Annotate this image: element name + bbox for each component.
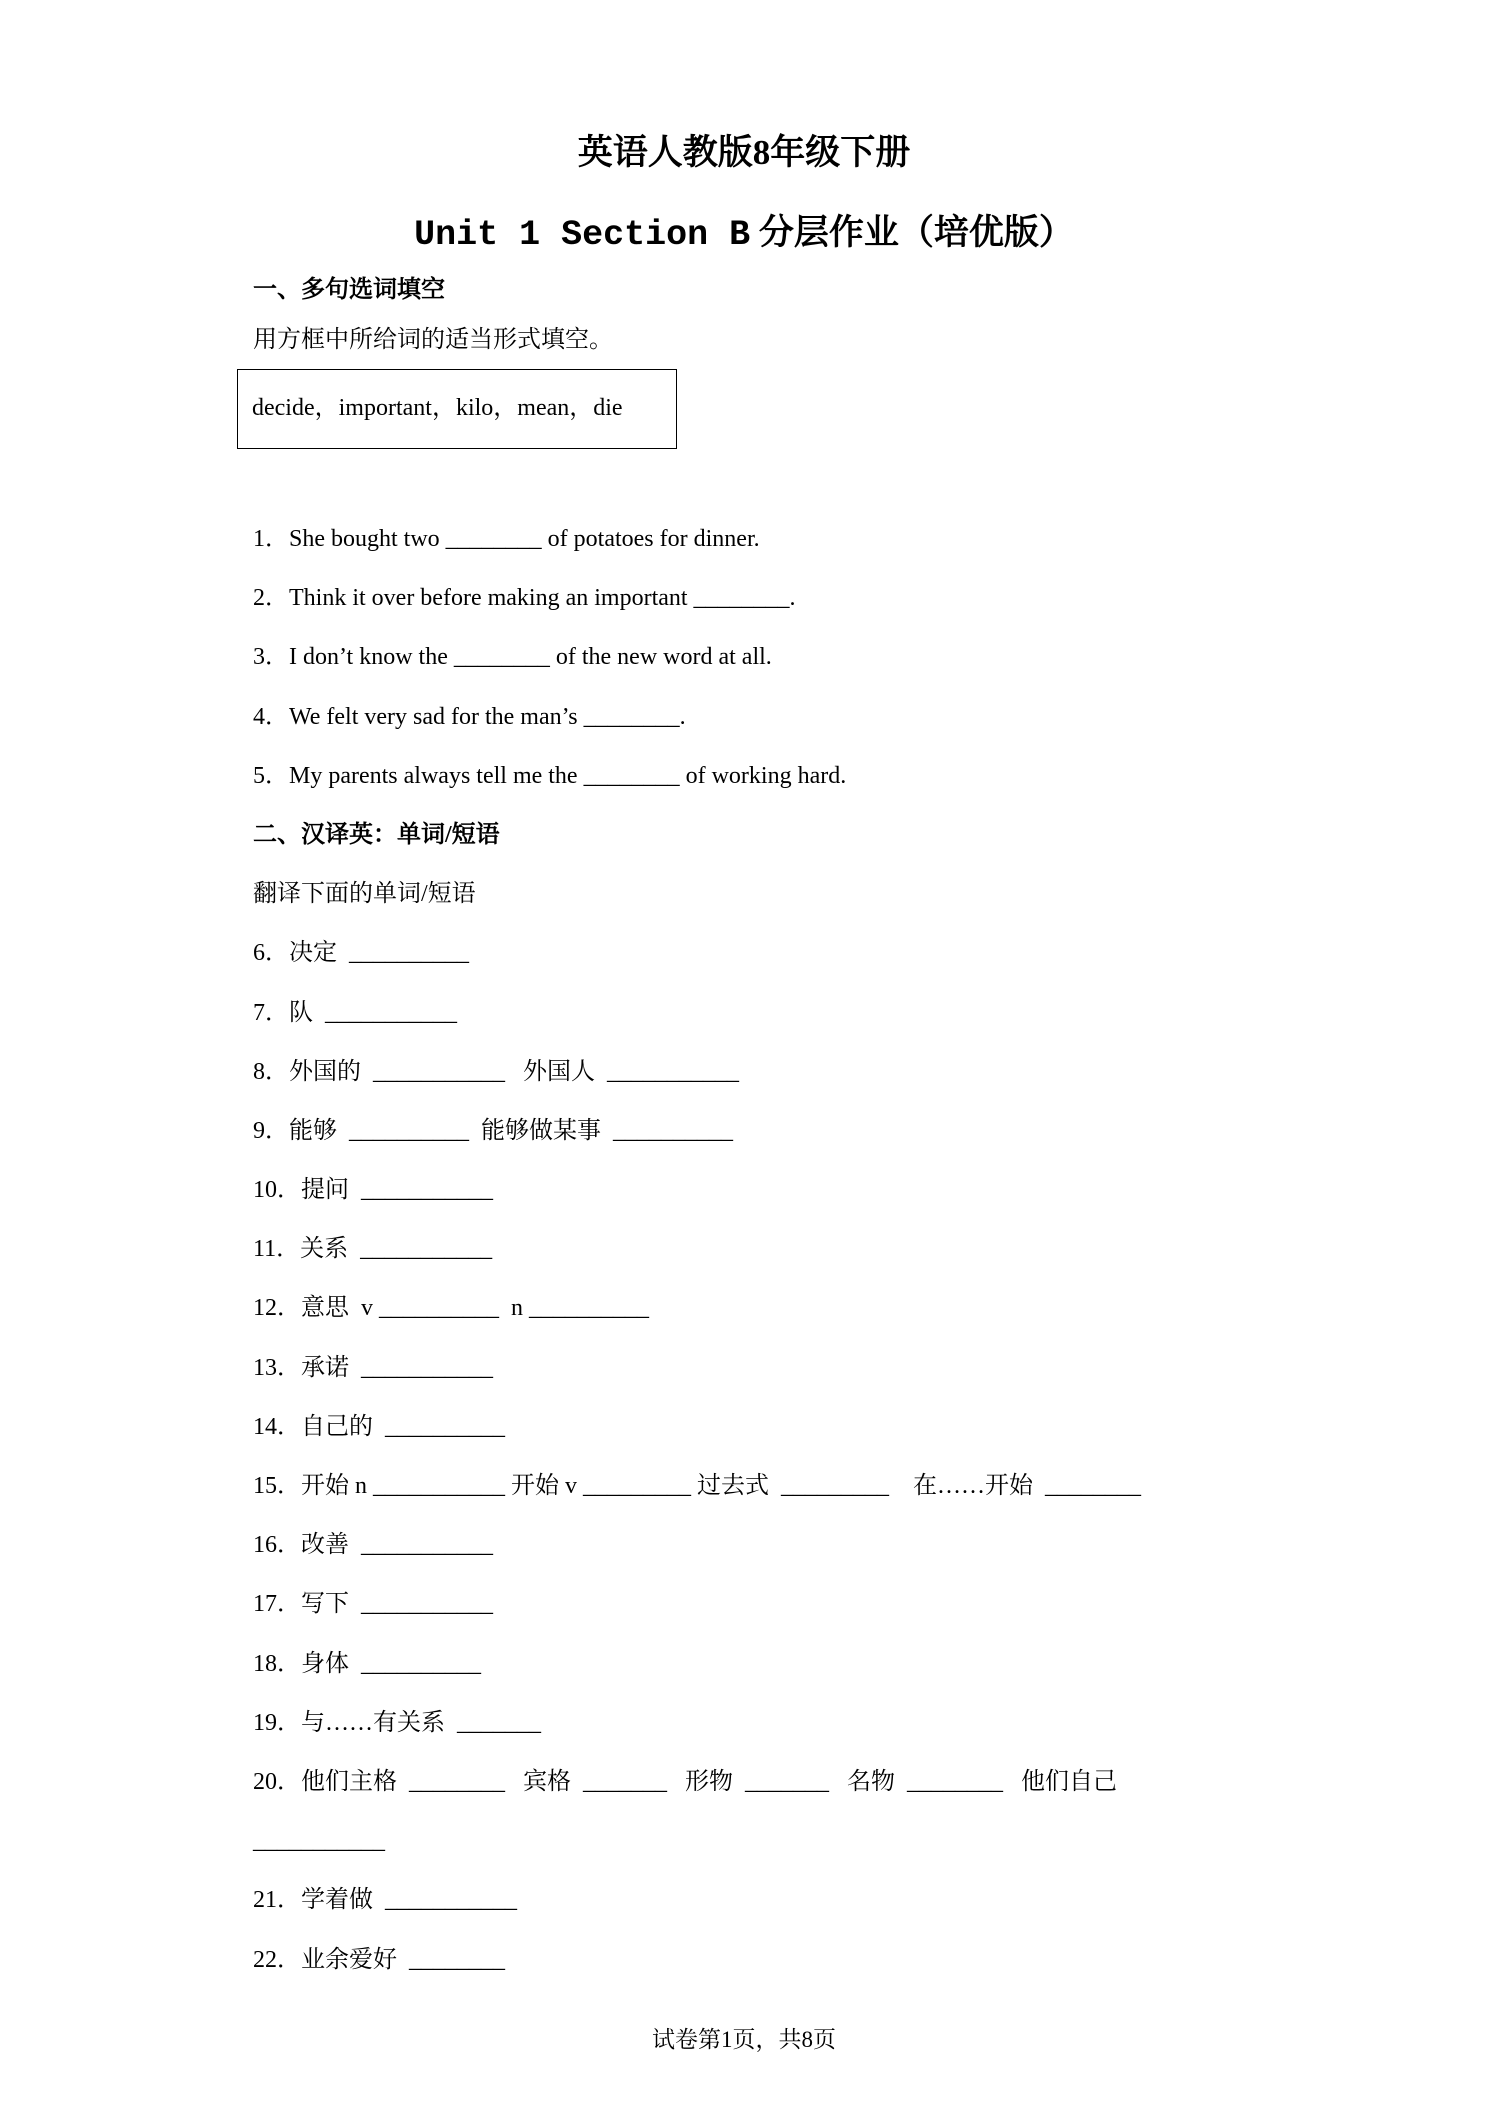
question-19: 19．与……有关系 _______ — [253, 1709, 541, 1736]
word-bank-box: decide，important，kilo，mean，die — [237, 369, 677, 449]
question-7: 7．队 ___________ — [253, 999, 457, 1026]
section-1-heading: 一、多句选词填空 — [253, 277, 445, 303]
question-2: 2．Think it over before making an important ________. — [253, 585, 796, 612]
question-22: 22．业余爱好 ________ — [253, 1946, 505, 1973]
question-16: 16．改善 ___________ — [253, 1532, 493, 1559]
question-13: 13．承诺 ___________ — [253, 1354, 493, 1381]
question-17: 17．写下 ___________ — [253, 1591, 493, 1618]
question-4: 4．We felt very sad for the man’s ________. — [253, 703, 686, 730]
subtitle-unit: Unit 1 Section B — [414, 215, 751, 255]
section-2-heading: 二、汉译英：单词/短语 — [253, 821, 500, 848]
question-12: 12．意思 v __________ n __________ — [253, 1295, 649, 1322]
question-14: 14．自己的 __________ — [253, 1413, 505, 1440]
question-9: 9．能够 __________ 能够做某事 __________ — [253, 1117, 733, 1144]
question-20-continued: ___________ — [253, 1828, 385, 1855]
question-11: 11．关系 ___________ — [253, 1236, 493, 1263]
page-subtitle — [0, 208, 1488, 258]
subtitle-type: 分层作业（培优版） — [750, 213, 1074, 252]
question-21: 21．学着做 ___________ — [253, 1887, 517, 1914]
question-1: 1．She bought two ________ of potatoes for dinner. — [253, 526, 760, 552]
question-8: 8．外国的 ___________ 外国人 ___________ — [253, 1058, 739, 1085]
page-footer: 试卷第1页，共8页 — [652, 2027, 836, 2052]
question-20: 20．他们主格 ________ 宾格 _______ 形物 _______ 名物 ________ 他们自己 — [253, 1768, 1117, 1795]
question-18: 18．身体 __________ — [253, 1650, 481, 1677]
section-2-instruction: 翻译下面的单词/短语 — [253, 881, 476, 908]
question-6: 6．决定 __________ — [253, 940, 469, 967]
question-3: 3．I don’t know the ________ of the new word at all. — [253, 644, 772, 671]
question-15: 15．开始 n ___________ 开始 v _________ 过去式 _________ 在……开始 ________ — [253, 1473, 1141, 1499]
page-title: 英语人教版8年级下册 — [577, 133, 911, 172]
question-5: 5．My parents always tell me the ________ of working hard. — [253, 762, 847, 789]
worksheet-content — [253, 263, 1433, 1990]
question-10: 10．提问 ___________ — [253, 1177, 493, 1204]
section-1-instruction: 用方框中所给词的适当形式填空。 — [253, 327, 613, 353]
